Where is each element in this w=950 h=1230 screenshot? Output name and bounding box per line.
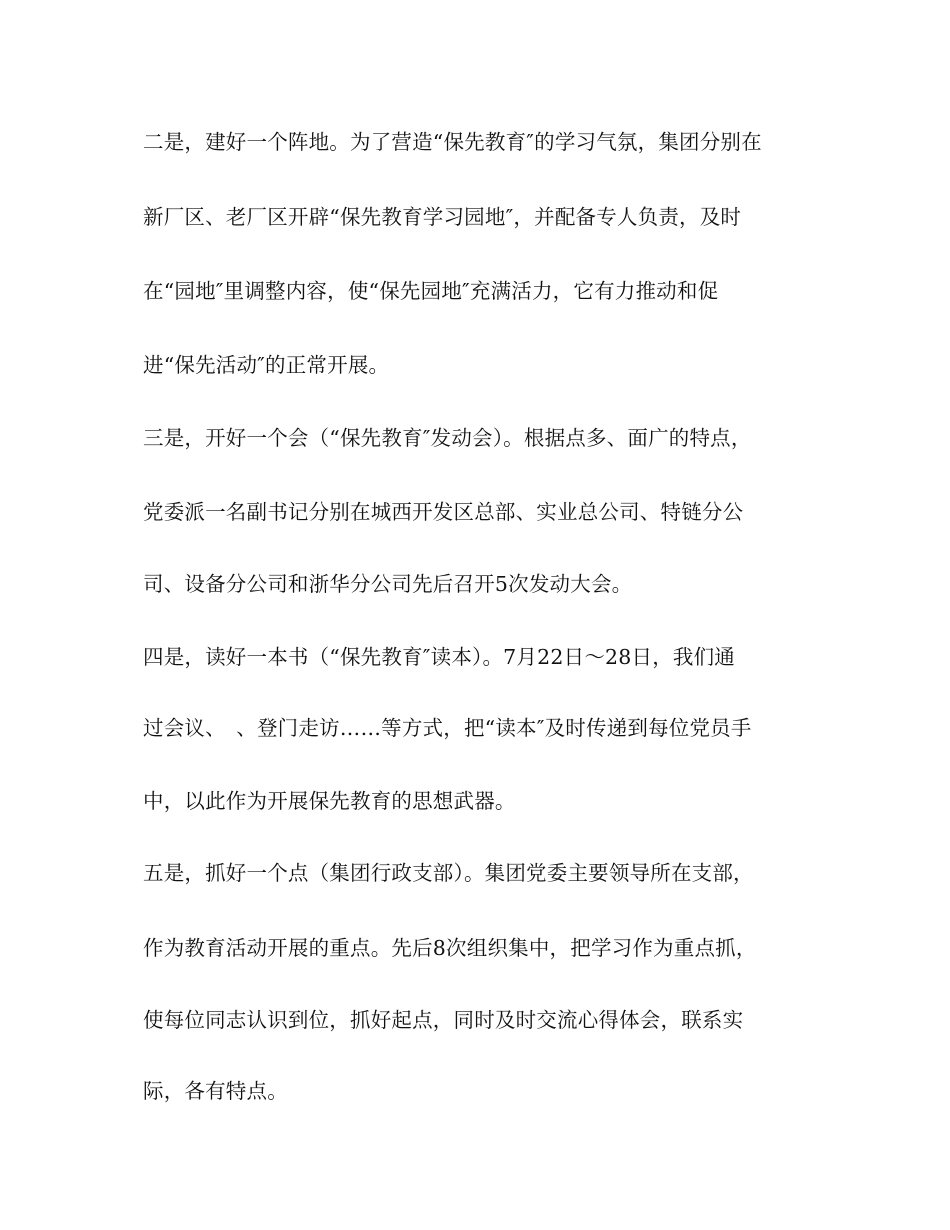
- paragraph-1-line-2: 新厂区、老厂区开辟“保先教育学习园地″，并配备专人负责，及时: [143, 205, 742, 229]
- paragraph-1-line-4: 进“保先活动″的正常开展。: [143, 353, 390, 377]
- paragraph-1-line-1: 二是，建好一个阵地。为了营造“保先教育″的学习气氛，集团分别在: [143, 130, 762, 154]
- paragraph-4-line-1: 五是，抓好一个点（集团行政支部）。集团党委主要领导所在支部，: [143, 861, 754, 885]
- paragraph-2-line-3: 司、设备分公司和浙华分公司先后召开5次发动大会。: [143, 572, 633, 596]
- paragraph-2-line-2: 党委派一名副书记分别在城西开发区总部、实业总公司、特链分公: [143, 500, 744, 524]
- paragraph-4-line-4: 际，各有特点。: [143, 1079, 288, 1103]
- paragraph-4-line-2: 作为教育活动开展的重点。先后8次组织集中，把学习作为重点抓，: [143, 936, 757, 960]
- paragraph-1-line-3: 在“园地″里调整内容，使“保先园地″充满活力，它有力推动和促: [143, 279, 719, 303]
- paragraph-2-line-1: 三是，开好一个会（“保先教育″发动会）。根据点多、面广的特点，: [143, 426, 752, 450]
- paragraph-3-line-1: 四是，读好一本书（“保先教育″读本）。7月22日～28日，我们通: [143, 645, 735, 669]
- paragraph-3-line-3: 中，以此作为开展保先教育的思想武器。: [143, 789, 516, 813]
- paragraph-4-line-3: 使每位同志认识到位，抓好起点，同时及时交流心得体会，联系实: [143, 1008, 744, 1032]
- paragraph-3-line-2: 过会议、 、登门走访……等方式，把“读本″及时传递到每位党员手: [143, 716, 752, 740]
